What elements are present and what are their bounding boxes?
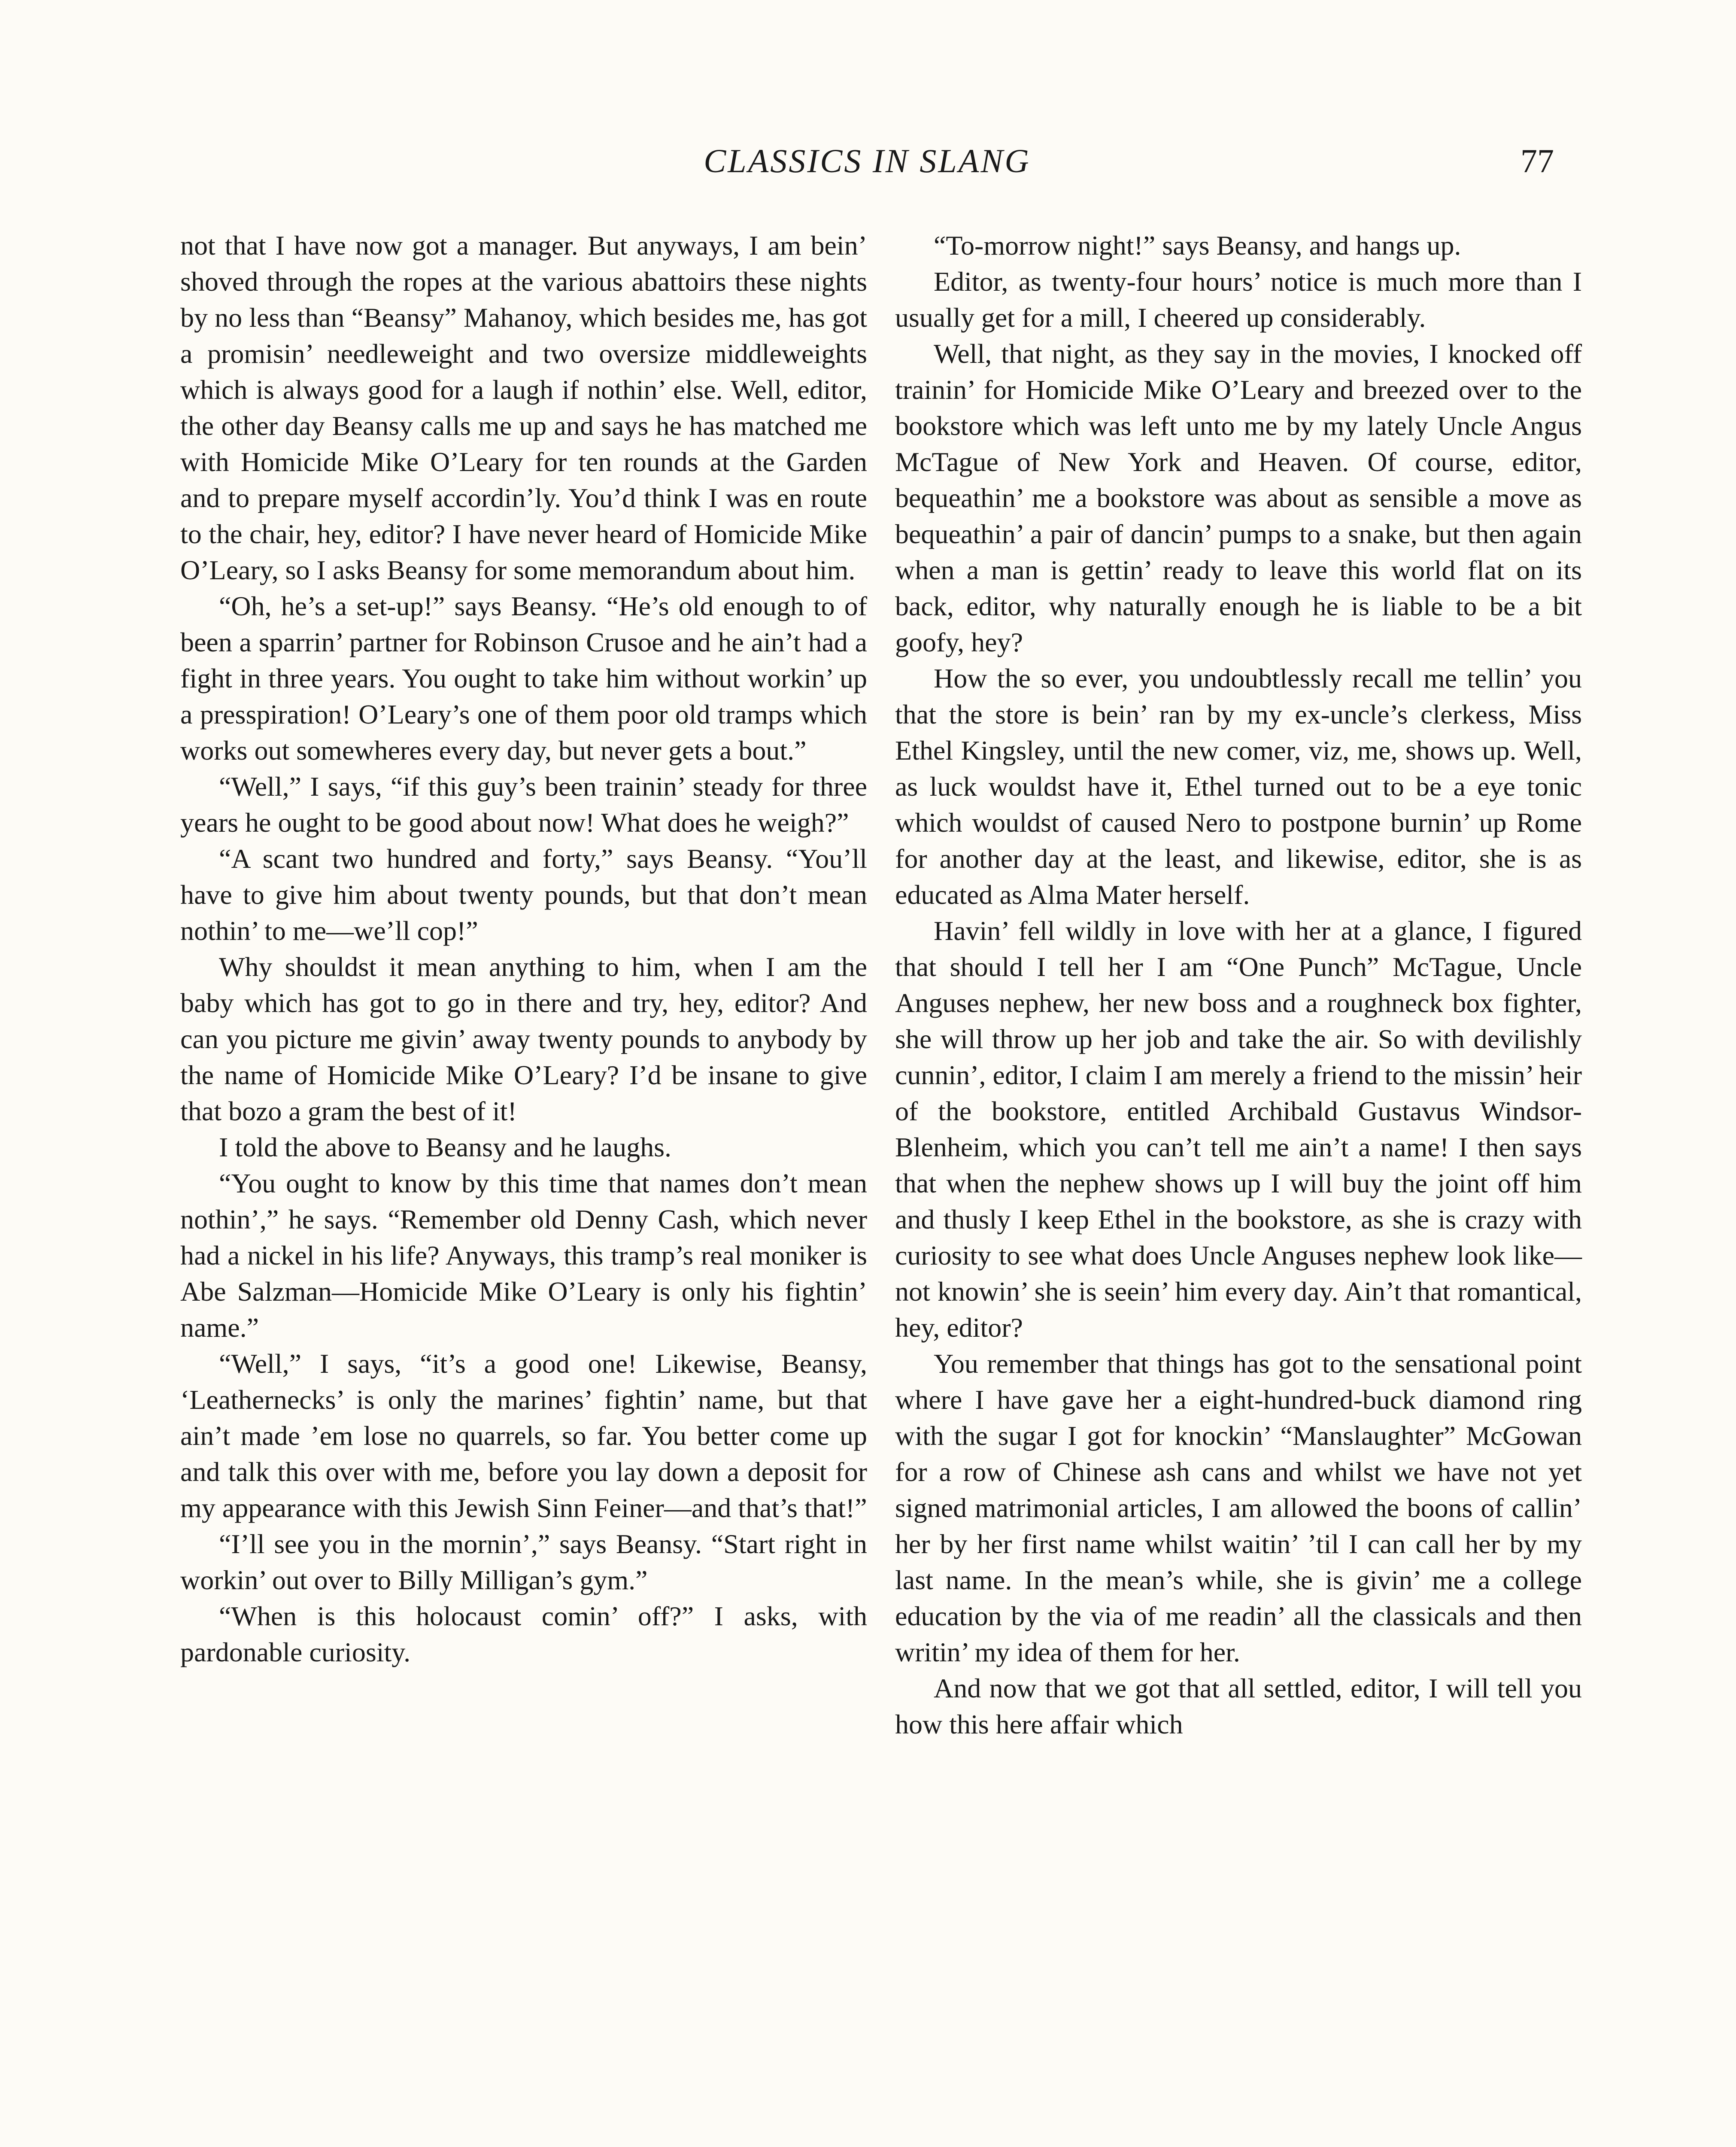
paragraph: Well, that night, as they say in the movies, I knocked off trainin’ for Homicide Mike O’Leary and breezed over to the bookstore which was left unto me by my lately Uncle Angus McTague of New York and Heaven. Of course, editor, bequeathin’ me a bookstore was about as sensible a move as bequeathin’ a pair of dancin’ pumps to a snake, but then again when a man is gettin’ ready to leave this world flat on its back, editor, why naturally enough he is liable to be a bit goofy, hey? [895,338,1582,657]
paragraph: “Well,” I says, “it’s a good one! Likewise, Beansy, ‘Leathernecks’ is only the marines’ fightin’ name, but that ain’t made ’em lose no quarrels, so far. You better come up and talk this over with me, before you lay down a deposit for my appearance with this Jewish Sinn Feiner—and that’s that!” [180,1348,867,1523]
paragraph: And now that we got that all settled, editor, I will tell you how this here affair which [895,1673,1582,1739]
paragraph: “I’ll see you in the mornin’,” says Beansy. “Start right in workin’ out over to Billy Milligan’s gym.” [180,1529,867,1595]
paragraph: “When is this holocaust comin’ off?” I asks, with pardonable curiosity. [180,1601,867,1667]
page-header [180,142,1554,202]
paragraph: Why shouldst it mean anything to him, when I am the baby which has got to go in there and try, hey, editor? And can you picture me givin’ away twenty pounds to anybody by the name of Homicide Mike O’Leary? I’d be insane to give that bozo a gram the best of it! [180,952,867,1126]
running-title: CLASSICS IN SLANG [704,142,1031,179]
paragraph: “Well,” I says, “if this guy’s been trainin’ steady for three years he ought to be good about now! What does he weigh?” [180,771,867,838]
text-column-left [180,228,867,1670]
paragraph: “A scant two hundred and forty,” says Beansy. “You’ll have to give him about twenty pounds, but that don’t mean nothin’ to me—we’ll cop!” [180,843,867,946]
paragraph: I told the above to Beansy and he laughs. [219,1132,671,1162]
page-number: 77 [1521,142,1554,179]
paragraph: How the so ever, you undoubtlessly recall me tellin’ you that the store is bein’ ran by my ex-uncle’s clerkess, Miss Ethel Kingsley, until the new comer, viz, me, shows up. Well, as luck wouldst have it, Ethel turned out to be a eye tonic which wouldst of caused Nero to postpone burnin’ up Rome for another day at the least, and likewise, editor, she is as educated as Alma Mater herself. [895,663,1582,910]
paragraph: Editor, as twenty-four hours’ notice is much more than I usually get for a mill, I cheered up considerably. [895,266,1582,333]
paragraph: “To-morrow night!” says Beansy, and hangs up. [934,230,1461,261]
paragraph: not that I have now got a manager. But anyways, I am bein’ shoved through the ropes at the various abattoirs these nights by no less than “Beansy” Mahanoy, which besides me, has got a promisin’ needleweight and two oversize middleweights which is always good for a laugh if nothin’ else. Well, editor, the other day Beansy calls me up and says he has matched me with Homicide Mike O’Leary for ten rounds at the Garden and to prepare myself accordin’ly. You’d think I was en route to the chair, hey, editor? I have never heard of Homicide Mike O’Leary, so I asks Beansy for some memorandum about him. [180,230,867,585]
text-column-right [895,228,1582,1743]
paragraph: Havin’ fell wildly in love with her at a glance, I figured that should I tell her I am “One Punch” McTague, Uncle Anguses nephew, her new boss and a roughneck box fighter, she will throw up her job and take the air. So with devilishly cunnin’, editor, I claim I am merely a friend to the missin’ heir of the bookstore, entitled Archibald Gustavus Windsor-Blenheim, which you can’t tell me ain’t a name! I then says that when the nephew shows up I will buy the joint off him and thusly I keep Ethel in the bookstore, as she is crazy with curiosity to see what does Uncle Anguses nephew look like—not knowin’ she is seein’ him every day. Ain’t that romantical, hey, editor? [895,915,1582,1343]
paragraph: “Oh, he’s a set-up!” says Beansy. “He’s old enough to of been a sparrin’ partner for Robinson Crusoe and he ain’t had a fight in three years. You ought to take him without workin’ up a presspiration! O’Leary’s one of them poor old tramps which works out somewheres every day, but never gets a bout.” [180,591,867,766]
paragraph: “You ought to know by this time that names don’t mean nothin’,” he says. “Remember old Denny Cash, which never had a nickel in his life? Anyways, this tramp’s real moniker is Abe Salzman—Homicide Mike O’Leary is only his fightin’ name.” [180,1168,867,1343]
paragraph: You remember that things has got to the sensational point where I have gave her a eight-hundred-buck diamond ring with the sugar I got for knockin’ “Manslaughter” McGowan for a row of Chinese ash cans and whilst we have not yet signed matrimonial articles, I am allowed the boons of callin’ her by her first name whilst waitin’ ’til I can call her by my last name. In the mean’s while, she is givin’ me a college education by the via of me readin’ all the classicals and then writin’ my idea of them for her. [895,1348,1582,1667]
